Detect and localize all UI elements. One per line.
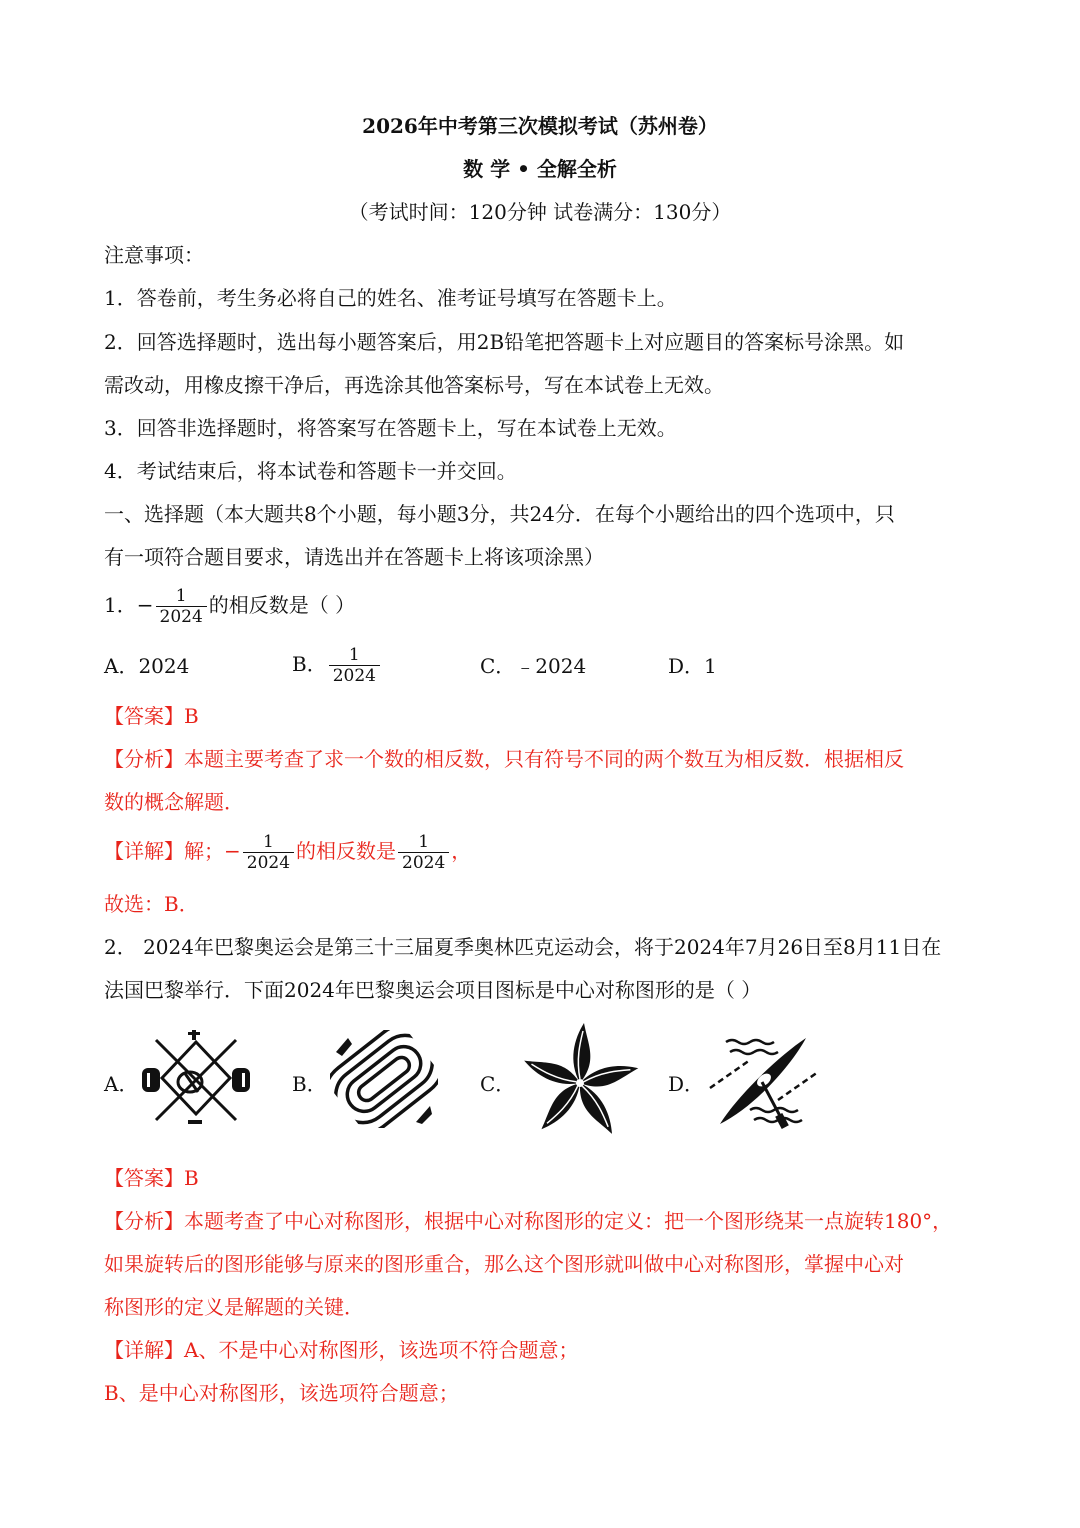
- q1-option-a: A．2024: [104, 654, 190, 678]
- q1-fraction: [156, 586, 207, 627]
- fencing-pictogram-icon: [138, 1028, 254, 1132]
- q1-answer-value: B: [184, 704, 199, 728]
- q2-detail-tag: 【详解】: [104, 1338, 184, 1362]
- q2-option-b-label: B．: [292, 1072, 327, 1096]
- q1-fraction-numerator: 1: [156, 586, 207, 607]
- page-title: 2026年中考第三次模拟考试（苏州卷）: [362, 114, 718, 138]
- q1-analysis-text-1: 本题主要考查了求一个数的相反数，只有符号不同的两个数互为相反数．根据相反: [184, 747, 904, 771]
- page-subtitle: 数 学 • 全解全析: [463, 157, 617, 181]
- q1-detail-fraction-1: [243, 832, 294, 873]
- q2-detail-a-text: A、不是中心对称图形，该选项不符合题意；: [184, 1338, 579, 1362]
- q1-option-b-numerator: 1: [329, 645, 380, 666]
- q1-option-c: C．﹣2024: [480, 654, 587, 678]
- q1-answer-tag: 【答案】: [104, 704, 184, 728]
- pinwheel-pictogram-icon: [516, 1022, 644, 1144]
- q1-detail-numerator-1: 1: [243, 832, 294, 853]
- q2-detail-a: [104, 1338, 578, 1362]
- q2-answer-tag: 【答案】: [104, 1166, 184, 1190]
- q1-analysis-line-1: [104, 747, 904, 771]
- section-heading-line-2: 有一项符合题目要求，请选出并在答题卡上将该项涂黑）: [104, 545, 604, 569]
- q2-analysis-text-1: 本题考查了中心对称图形，根据中心对称图形的定义：把一个图形绕某一点旋转180°，: [184, 1209, 953, 1233]
- q1-detail-end: ，: [451, 839, 472, 863]
- q1-option-b-fraction: [329, 645, 380, 686]
- q2-stem-line-1: 2． 2024年巴黎奥运会是第三十三届夏季奥林匹克运动会，将于2024年7月26日至8月11日在: [104, 935, 942, 959]
- q1-option-d: D．1: [668, 654, 717, 678]
- q1-minus-sign: −: [136, 593, 154, 617]
- q2-analysis-line-2: 如果旋转后的图形能够与原来的图形重合，那么这个图形就叫做中心对称图形，掌握中心对: [104, 1252, 904, 1276]
- q1-number: 1．: [104, 593, 137, 617]
- athletics-track-pictogram-icon: [330, 1030, 438, 1128]
- note-2-line-1: 2．回答选择题时，选出每小题答案后，用2B铅笔把答题卡上对应题目的答案标号涂黑。如: [104, 330, 905, 354]
- q1-detail-denominator-2: 2024: [402, 853, 446, 873]
- exam-time-info: （考试时间：120分钟 试卷满分：130分）: [348, 200, 732, 224]
- q2-stem-line-2: 法国巴黎举行．下面2024年巴黎奥运会项目图标是中心对称图形的是（ ）: [104, 978, 762, 1002]
- q2-analysis-tag: 【分析】: [104, 1209, 184, 1233]
- note-3: 3．回答非选择题时，将答案写在答题卡上，写在本试卷上无效。: [104, 416, 677, 440]
- q1-detail-minus: −: [224, 839, 241, 863]
- q1-option-b-denominator: 2024: [332, 666, 376, 686]
- q2-option-d-label: D．: [668, 1072, 705, 1096]
- notes-heading: 注意事项：: [104, 243, 204, 267]
- q1-option-b-label: B．: [292, 652, 327, 676]
- q1-stem: [104, 586, 355, 627]
- q2-option-a-label: A．: [104, 1072, 139, 1096]
- note-1: 1．答卷前，考生务必将自己的姓名、准考证号填写在答题卡上。: [104, 286, 677, 310]
- q1-detail-tag: 【详解】: [104, 839, 184, 863]
- q1-detail-pre: 解；: [184, 839, 224, 863]
- section-heading-line-1: 一、选择题（本大题共8个小题，每小题3分，共24分．在每个小题给出的四个选项中，只: [104, 502, 895, 526]
- q1-fraction-denominator: 2024: [159, 607, 203, 627]
- q1-detail-numerator-2: 1: [398, 832, 449, 853]
- q1-stem-rest: 的相反数是（ ）: [208, 593, 356, 617]
- q2-detail-b: B、是中心对称图形，该选项符合题意；: [104, 1381, 459, 1405]
- q2-answer-value: B: [184, 1166, 199, 1190]
- q2-option-c-label: C．: [480, 1072, 516, 1096]
- q2-answer: [104, 1166, 199, 1190]
- q1-analysis-tag: 【分析】: [104, 747, 184, 771]
- q1-detail: [104, 832, 471, 873]
- q1-detail-fraction-2: [398, 832, 449, 873]
- q2-analysis-line-3: 称图形的定义是解题的关键．: [104, 1295, 364, 1319]
- canoe-pictogram-icon: [706, 1028, 822, 1134]
- note-4: 4．考试结束后，将本试卷和答题卡一并交回。: [104, 459, 517, 483]
- q1-detail-mid: 的相反数是: [296, 839, 397, 863]
- q1-answer: [104, 704, 199, 728]
- q2-analysis-line-1: [104, 1209, 952, 1233]
- q1-option-b: [292, 645, 382, 686]
- q1-detail-denominator-1: 2024: [246, 853, 291, 873]
- q1-analysis-line-2: 数的概念解题．: [104, 790, 244, 814]
- q1-conclusion: 故选：B．: [104, 892, 199, 916]
- note-2-line-2: 需改动，用橡皮擦干净后，再选涂其他答案标号，写在本试卷上无效。: [104, 373, 724, 397]
